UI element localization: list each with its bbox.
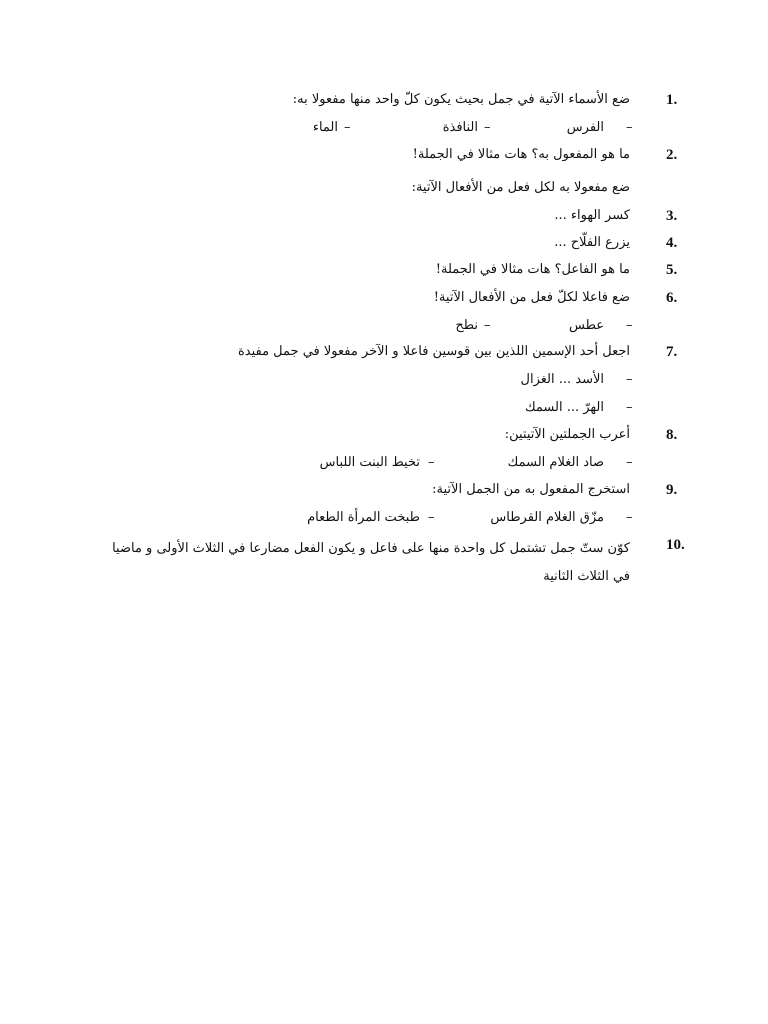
item-text: كسر الهواء ... [554, 208, 630, 223]
bullet: – [626, 372, 633, 387]
section-intro: ضع مفعولا به لكل فعل من الأفعال الآتية: [411, 180, 630, 195]
sub-item: الأسد ... الغزال [520, 372, 604, 387]
sub-item: نطح [455, 318, 478, 333]
bullet: – [344, 120, 351, 135]
item-number: 5. [666, 262, 678, 278]
bullet: – [626, 400, 633, 415]
item-text: كوّن ستّ جمل تشتمل كل واحدة منها على فاعل و يكون الفعل مضارعا في الثلاث الأولى و ماضيا في الثلاث الثانية [112, 541, 630, 584]
item-text: ما هو المفعول به؟ هات مثالا في الجملة! [412, 147, 630, 162]
bullet: – [484, 318, 491, 333]
sub-item: الماء [312, 120, 338, 135]
item-number: 2. [666, 147, 678, 163]
item-number: 6. [666, 290, 678, 306]
item-text: أعرب الجملتين الآتيتين: [504, 427, 630, 442]
sub-item: عطس [569, 318, 604, 333]
bullet: – [428, 455, 435, 470]
item-number: 4. [666, 235, 678, 251]
bullet: – [626, 120, 633, 135]
item-text: ضع فاعلا لكلّ فعل من الأفعال الآتية! [433, 290, 630, 305]
sub-item: صاد الغلام السمك [507, 455, 604, 470]
item-number: 9. [666, 482, 678, 498]
sub-item: مزّق الغلام القرطاس [490, 510, 604, 525]
item-text: استخرج المفعول به من الجمل الآتية: [432, 482, 630, 497]
item-number: 1. [666, 92, 678, 108]
item-number: 7. [666, 344, 678, 360]
bullet: – [428, 510, 435, 525]
sub-item: تخيط البنت اللباس [319, 455, 420, 470]
item-text: ما هو الفاعل؟ هات مثالا في الجملة! [435, 262, 630, 277]
item-number: 3. [666, 208, 678, 224]
item-number: 10. [666, 537, 685, 553]
bullet: – [626, 318, 633, 333]
sub-item: طبخت المرأة الطعام [307, 510, 420, 525]
item-text: اجعل أحد الإسمين اللذين بين قوسين فاعلا و الآخر مفعولا في جمل مفيدة [237, 344, 630, 359]
item-text: ضع الأسماء الآتية في جمل بحيث يكون كلّ واحد منها مفعولا به: [292, 92, 630, 107]
sub-item: النافذة [442, 120, 478, 135]
bullet: – [484, 120, 491, 135]
item-number: 8. [666, 427, 678, 443]
bullet: – [626, 510, 633, 525]
item-text: يزرع الفلّاح ... [554, 235, 630, 250]
sub-item: الفرس [566, 120, 604, 135]
sub-item: الهرّ ... السمك [524, 400, 604, 415]
bullet: – [626, 455, 633, 470]
